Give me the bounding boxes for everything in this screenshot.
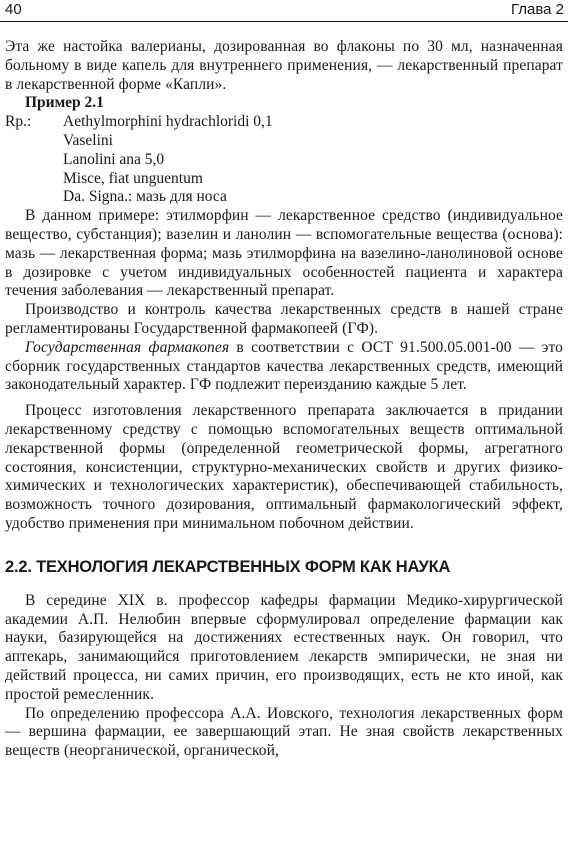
example-title: Пример 2.1 — [25, 94, 104, 112]
paragraph-nelyubin: В середине XIX в. профессор кафедры фармации Медико-хирургической академии А.П. Нелюбин впервые сформулировал определение фармации как науки, базирующейся на достижениях естественных наук. Он говорил, что аптекарь, занимающийся приготовлением лекарств эмпирически, не зная ни действий процесса, ни самих причин, его производящих, есть не кто иной, как простой ремесленник. — [5, 591, 563, 703]
paragraph-example-explanation: В данном примере: этилморфин — лекарственное средство (индивидуальное вещество, субстанция); вазелин и ланолин — вспомогательные вещества (основа): мазь — лекарственная форма; мазь этилморфина на вазелино-ланолиновой основе в дозировке с учетом индивидуальных особенностей пациента и характера течения заболевания — лекарственный препарат. — [5, 207, 563, 300]
page-number: 40 — [5, 1, 22, 18]
prescription-line: Vaselini — [63, 131, 113, 149]
prescription-line: Misce, fiat unguentum — [63, 169, 203, 187]
paragraph-valerian: Эта же настойка валерианы, дозированная во флаконы по 30 мл, назначенная больному в виде капель для внутреннего применения, — лекарственный препарат в лекарственной форме «Капли». — [5, 38, 563, 93]
prescription-block — [5, 113, 563, 207]
header-rule — [0, 21, 568, 22]
prescription-text: Aethylmorphini hydrachloridi 0,1 — [63, 113, 273, 131]
page-header — [0, 0, 568, 20]
chapter-title: Глава 2 — [510, 1, 564, 18]
paragraph-iovsky: По определению профессора А.А. Иовского, технология лекарственных форм — вершина фармации, ее завершающий этап. Не зная свойств лекарственных веществ (неорганической, органической, — [5, 704, 563, 760]
section-heading: 2.2. ТЕХНОЛОГИЯ ЛЕКАРСТВЕННЫХ ФОРМ КАК НАУКА — [5, 557, 451, 576]
rp-label: Rp.: — [5, 113, 32, 131]
pharmacopoeia-term: Государственная фармакопея — [25, 338, 230, 356]
paragraph-regulation: Производство и контроль качества лекарственных средств в нашей стране регламентированы Государственной фармакопеей (ГФ). — [5, 301, 563, 337]
paragraph-process: Процесс изготовления лекарственного препарата заключается в придании лекарственному средству с помощью вспомогательных веществ оптимальной лекарственной формы (определенной геометрической формы, агрегатного состояния, консистенции, структурно-механических свойств и других физико-химических и технологических характеристик), обеспечивающей стабильность, возможность точного дозирования, оптимальный фармакологический эффект, удобство применения при минимальном побочном действии. — [5, 402, 563, 532]
prescription-line: Da. Signa.: мазь для носа — [63, 188, 227, 206]
prescription-line: Lanolini ana 5,0 — [63, 150, 165, 168]
pharmacopoeia-definition: в соответствии с ОСТ 91.500.05.001-00 — это сборник государственных стандартов качества лекарственных средств, имеющий законодательный характер. ГФ подлежит переизданию каждые 5 лет. — [5, 338, 563, 394]
prescription-line — [5, 113, 563, 132]
paragraph-pharmacopoeia — [5, 339, 563, 395]
page-body — [5, 38, 563, 761]
